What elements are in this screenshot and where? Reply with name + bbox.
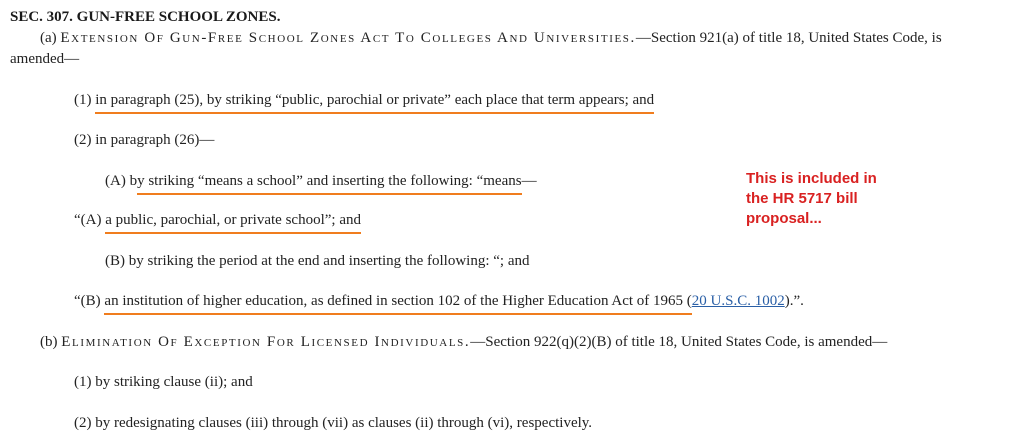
paragraph-1-prefix: (1) bbox=[74, 92, 96, 108]
subsection-b-title: Elimination Of Exception For Licensed Individuals. bbox=[61, 334, 471, 350]
subsection-b bbox=[40, 333, 887, 351]
subsection-b-paragraph-2: (2) by redesignating clauses (iii) through (vii) as clauses (ii) through (vi), respectively. bbox=[74, 415, 593, 431]
subsection-a-prefix: (a) bbox=[40, 30, 57, 46]
quoted-clause-B-highlight: an institution of higher education, as defined in section 102 of the Higher Education Act of 1965 ( bbox=[104, 293, 691, 315]
clause-B: (B) by striking the period at the end and inserting the following: “; and bbox=[105, 253, 530, 269]
clause-A-suffix: — bbox=[521, 173, 537, 189]
subsection-a-continuation: amended— bbox=[10, 51, 80, 67]
quoted-clause-B bbox=[74, 292, 804, 310]
section-heading: SEC. 307. GUN-FREE SCHOOL ZONES. bbox=[10, 9, 281, 25]
quoted-clause-A bbox=[74, 211, 361, 229]
annotation-line-2: the HR 5717 bill bbox=[746, 190, 858, 207]
annotation-line-3: proposal... bbox=[746, 210, 822, 227]
quoted-clause-A-prefix: “(A) bbox=[74, 212, 106, 228]
annotation-line-1: This is included in bbox=[746, 170, 877, 187]
subsection-a bbox=[40, 29, 942, 47]
annotation-note bbox=[746, 169, 877, 229]
clause-A-highlight: y striking “means a school” and inserting the following: “means bbox=[137, 173, 522, 195]
subsection-b-prefix: (b) bbox=[40, 334, 58, 350]
clause-A bbox=[105, 172, 537, 190]
quoted-clause-B-suffix: ).”. bbox=[784, 293, 804, 309]
subsection-a-text: —Section 921(a) of title 18, United States Code, is bbox=[635, 30, 942, 46]
subsection-b-paragraph-1: (1) by striking clause (ii); and bbox=[74, 374, 253, 390]
subsection-a-title: Extension Of Gun-Free School Zones Act To Colleges And Universities. bbox=[60, 30, 636, 46]
paragraph-1-highlight: in paragraph (25), by striking “public, parochial or private” each place that term appears; and bbox=[95, 92, 654, 114]
paragraph-2: (2) in paragraph (26)— bbox=[74, 132, 215, 148]
quoted-clause-B-prefix: “(B) bbox=[74, 293, 105, 309]
usc-citation-link[interactable]: 20 U.S.C. 1002 bbox=[691, 293, 785, 309]
quoted-clause-A-highlight: a public, parochial, or private school”; and bbox=[105, 212, 361, 234]
clause-A-prefix: (A) b bbox=[105, 173, 138, 189]
paragraph-1 bbox=[74, 91, 654, 109]
subsection-b-text: —Section 922(q)(2)(B) of title 18, United States Code, is amended— bbox=[470, 334, 888, 350]
